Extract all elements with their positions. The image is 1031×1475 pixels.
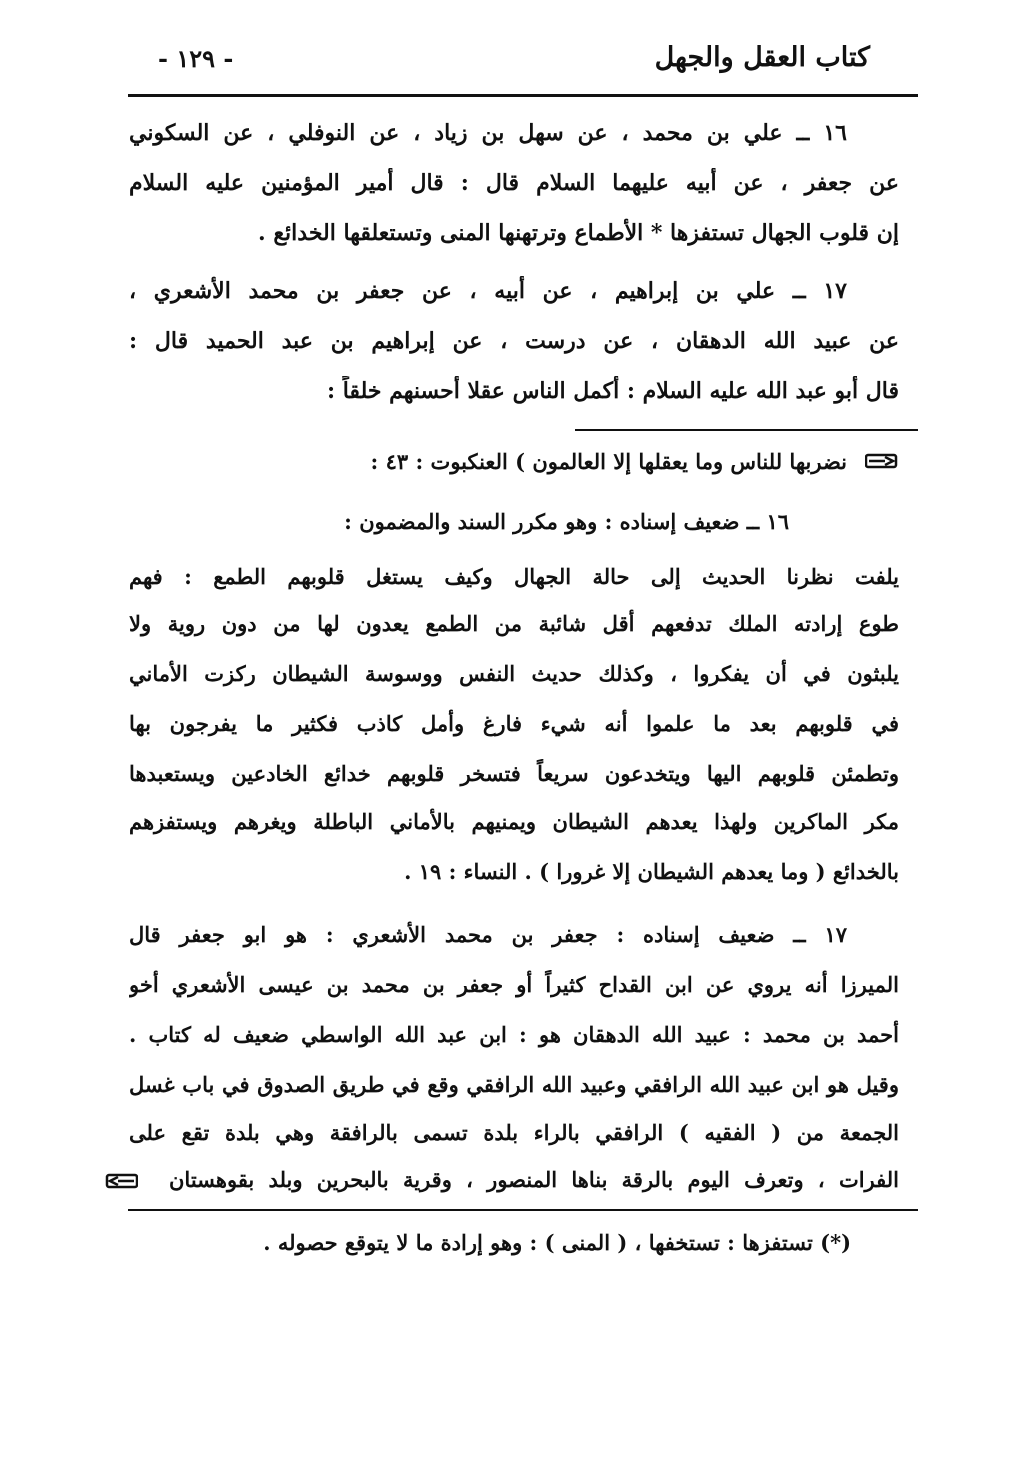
hadith-16-line-2: عن جعفر ، عن أبيه عليهما السلام قال : قال أمير المؤمنين عليه السلام — [129, 170, 899, 196]
hadith-17-line-2: عن عبيد الله الدهقان ، عن درست ، عن إبراهيم بن عبد الحميد قال : — [129, 328, 899, 354]
footnote-rule — [128, 1209, 918, 1211]
note-16-line-3: يلبثون في أن يفكروا ، وكذلك حديث النفس ووسوسة الشيطان ركزت الأماني — [129, 661, 899, 686]
note-17-line-4: وقيل هو ابن عبيد الله الرافقي وعبيد الله الرافقي وقع في طريق الصدوق في باب غسل — [129, 1072, 899, 1097]
note-16-line-7: بالخدائع ( وما يعدهم الشيطان إلا غرورا ) . النساء : ١٩ . — [404, 859, 899, 884]
note-17-line-5: الجمعة من ( الفقيه ) الرافقي بالراء بلدة تسمى بالرافقة وهي بلدة تقع على — [129, 1120, 899, 1145]
hadith-17-line-3: قال أبو عبد الله عليه السلام : أكمل الناس عقلا أحسنهم خلقاً : — [326, 378, 899, 404]
pointing-hand-icon-continue — [104, 1172, 138, 1190]
hadith-16-line-1: ١٦ ــ علي بن محمد ، عن سهل بن زياد ، عن النوفلي ، عن السكوني — [129, 120, 847, 146]
commentary-continuation: نضربها للناس وما يعقلها إلا العالمون ) العنكبوت : ٤٣ : — [370, 449, 847, 474]
note-17-line-6: الفرات ، وتعرف اليوم بالرقة بناها المنصور ، وقرية بالبحرين وبلد بقوهستان — [169, 1167, 899, 1192]
footnote: (*) تستفزها : تستخفها ، ( المنى ) : وهو إرادة ما لا يتوقع حصوله . — [263, 1230, 851, 1255]
hadith-17-line-1: ١٧ ــ علي بن إبراهيم ، عن أبيه ، عن جعفر بن محمد الأشعري ، — [129, 278, 847, 304]
commentary-separator — [575, 429, 918, 431]
running-header — [128, 42, 918, 90]
note-17-line-3: أحمد بن محمد : عبيد الله الدهقان هو : ابن عبد الله الواسطي ضعيف له كتاب . — [129, 1022, 899, 1047]
pointing-hand-icon — [865, 452, 899, 470]
note-16-line-5: وتطمئن قلوبهم اليها ويتخدعون سريعاً فتسخر قلوبهم خدائع الخادعين ويستعبدها — [129, 761, 899, 786]
page-number: - ١٢٩ - — [158, 44, 234, 73]
note-16-heading: ١٦ ــ ضعيف إسناده : وهو مكرر السند والمضمون : — [344, 509, 789, 534]
chapter-title: كتاب العقل والجهل — [654, 42, 870, 73]
note-17-line-1: ١٧ ــ ضعيف إسناده : جعفر بن محمد الأشعري : هو ابو جعفر قال — [129, 922, 847, 947]
header-rule — [128, 94, 918, 97]
note-16-line-6: مكر الماكرين ولهذا يعدهم الشيطان ويمنيهم بالأماني الباطلة ويغرهم ويستفزهم — [129, 809, 899, 834]
note-16-line-2: طوع إرادته الملك تدفعهم أقل شائبة من الطمع يعدون لها من دون روية ولا — [129, 611, 899, 636]
note-16-line-1: يلفت نظرنا الحديث إلى حالة الجهال وكيف يستغل قلوبهم الطمع : فهم — [129, 564, 899, 589]
note-17-line-2: الميرزا أنه يروي عن ابن القداح كثيراً أو جعفر بن محمد بن عيسى الأشعري أخو — [129, 972, 899, 997]
note-16-line-4: في قلوبهم بعد ما علموا أنه شيء فارغ وأمل كاذب فكثير ما يفرجون بها — [129, 711, 899, 736]
hadith-16-line-3: إن قلوب الجهال تستفزها * الأطماع وترتهنها المنى وتستعلقها الخدائع . — [258, 220, 899, 246]
